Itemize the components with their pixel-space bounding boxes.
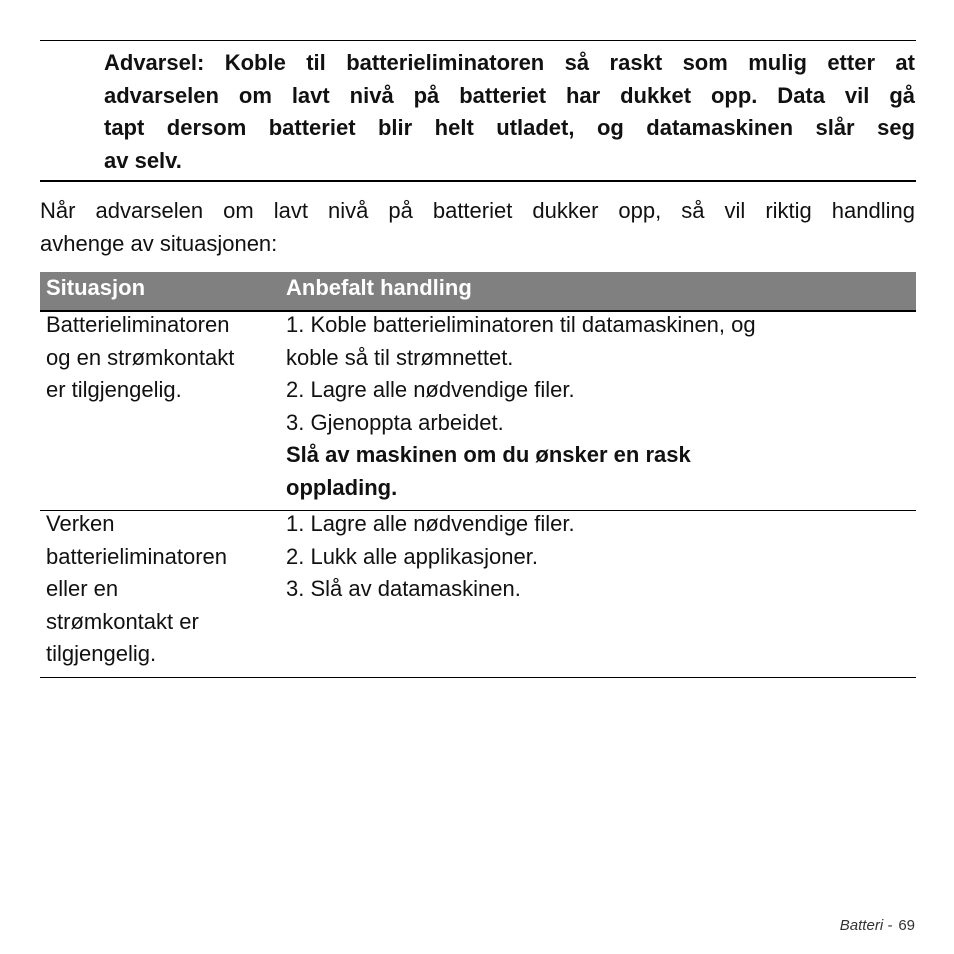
action-line: 3. Slå av datamaskinen. bbox=[286, 576, 521, 601]
warning-note bbox=[104, 47, 915, 177]
situation-line: strømkontakt er bbox=[46, 608, 199, 634]
warning-bottom-rule bbox=[40, 180, 916, 182]
column-header-situation: Situasjon bbox=[46, 275, 146, 300]
action-note: Slå av maskinen om du ønsker en rask bbox=[286, 442, 691, 467]
situation-line: Verken bbox=[46, 511, 115, 536]
warning-line: advarselen om lavt nivå på batteriet har dukket opp. Data vil gå bbox=[104, 82, 915, 108]
intro-paragraph bbox=[40, 195, 915, 260]
situation-line: eller en bbox=[46, 576, 119, 601]
action-line: koble så til strømnettet. bbox=[286, 344, 514, 370]
page-footer bbox=[840, 917, 915, 934]
column-header-action: Anbefalt handling bbox=[286, 275, 472, 300]
action-line: 3. Gjenoppta arbeidet. bbox=[286, 409, 504, 435]
action-cell bbox=[286, 309, 906, 504]
page-number: 69 bbox=[898, 917, 915, 934]
table-header bbox=[40, 272, 916, 312]
situation-cell bbox=[46, 309, 282, 407]
warning-line: Advarsel: Koble til batterieliminatoren så raskt som mulig etter at bbox=[104, 50, 915, 75]
top-rule bbox=[40, 40, 916, 41]
table-row bbox=[40, 511, 916, 678]
action-note: opplading. bbox=[286, 474, 398, 500]
situation-line: er tilgjengelig. bbox=[46, 377, 182, 402]
action-cell bbox=[286, 508, 906, 606]
situation-line: tilgjengelig. bbox=[46, 641, 157, 666]
intro-line: avhenge av situasjonen: bbox=[40, 230, 278, 256]
intro-line: Når advarselen om lavt nivå på batteriet dukker opp, så vil riktig handling bbox=[40, 198, 915, 223]
action-line: 2. Lukk alle applikasjoner. bbox=[286, 543, 538, 569]
battery-action-table bbox=[40, 272, 916, 678]
situation-line: batterieliminatoren bbox=[46, 543, 227, 569]
action-line: 2. Lagre alle nødvendige filer. bbox=[286, 377, 575, 402]
situation-line: og en strømkontakt bbox=[46, 344, 235, 370]
action-line: 1. Lagre alle nødvendige filer. bbox=[286, 511, 575, 536]
footer-section: Batteri - bbox=[839, 917, 893, 934]
situation-line: Batterieliminatoren bbox=[46, 312, 230, 337]
warning-line: tapt dersom batteriet blir helt utladet, og datamaskinen slår seg bbox=[104, 115, 915, 140]
table-row bbox=[40, 312, 916, 511]
warning-line: av selv. bbox=[104, 147, 182, 173]
situation-cell bbox=[46, 508, 282, 671]
action-line: 1. Koble batterieliminatoren til datamaskinen, og bbox=[286, 312, 756, 337]
